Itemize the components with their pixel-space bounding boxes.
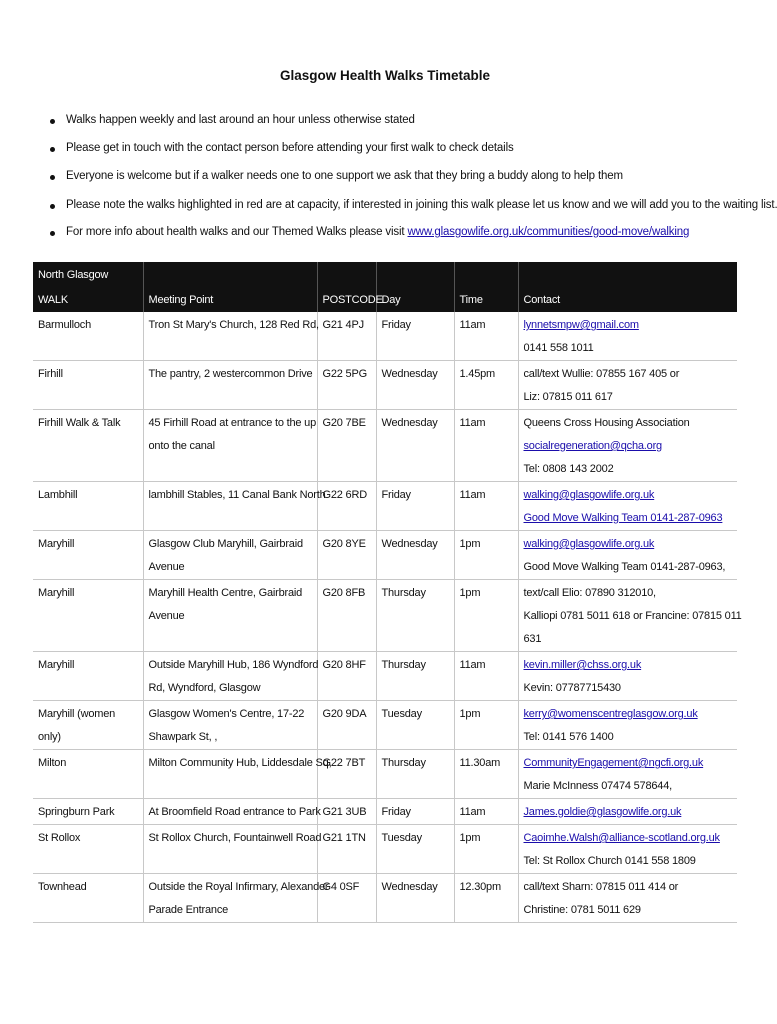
walk-name-cell: Firhill Walk & Talk [33, 410, 143, 482]
meeting-point-cell [143, 482, 326, 531]
meeting-point-cell [143, 799, 321, 825]
walk-name-cell: Maryhill [33, 580, 143, 652]
meeting-point-line: Glasgow Club Maryhill, Gairbraid [148, 538, 303, 550]
table-row [33, 312, 737, 361]
time-cell: 1pm [454, 531, 518, 580]
day-cell: Wednesday [376, 410, 454, 482]
contact-link[interactable]: Good Move Walking Team 0141-287-0963 [523, 512, 723, 524]
info-bullet[interactable] [44, 226, 689, 238]
contact-text: Tel: 0141 576 1400 [523, 731, 614, 743]
day-cell: Wednesday [376, 874, 454, 923]
contact-text: call/text Wullie: 07855 167 405 or [523, 368, 680, 380]
info-bullet [44, 199, 777, 211]
day-cell: Tuesday [376, 825, 454, 874]
time-cell: 11am [454, 482, 518, 531]
meeting-point-line: Maryhill Health Centre, Gairbraid [148, 587, 303, 599]
day-cell: Wednesday [376, 361, 454, 410]
table-row [33, 825, 737, 874]
bullet-text: Walks happen weekly and last around an hour unless otherwise stated [66, 114, 415, 126]
contact-cell [518, 410, 737, 482]
meeting-point-cell [143, 410, 317, 482]
contact-link[interactable]: socialregeneration@qcha.org [523, 440, 662, 452]
walk-name-cell: Maryhill [33, 531, 143, 580]
contact-text: Tel: 0808 143 2002 [523, 463, 614, 475]
meeting-point-cell [143, 312, 317, 361]
meeting-point-line: lambhill Stables, 11 Canal Bank North [148, 489, 326, 501]
day-cell: Tuesday [376, 701, 454, 750]
day-cell: Wednesday [376, 531, 454, 580]
table-row [33, 652, 737, 701]
table-row [33, 750, 737, 799]
postcode-cell: G4 0SF [317, 874, 376, 923]
table-row [33, 531, 737, 580]
contact-text: Kalliopi 0781 5011 618 or Francine: 07815 011 [523, 610, 742, 622]
walk-name-cell: St Rollox [33, 825, 143, 874]
meeting-point-line: Milton Community Hub, Liddesdale Sq, [148, 757, 332, 769]
walk-name-cell: Maryhill [33, 652, 143, 701]
meeting-point-line: The pantry, 2 westercommon Drive [148, 368, 313, 380]
meeting-point-line: onto the canal [148, 440, 215, 452]
contact-text: Liz: 07815 011 617 [523, 391, 613, 403]
contact-text: 0141 558 1011 [523, 342, 594, 354]
contact-cell [518, 482, 737, 531]
meeting-point-cell [143, 531, 317, 580]
day-cell: Friday [376, 482, 454, 531]
region-label: North Glasgow [33, 262, 143, 287]
meeting-point-line: Glasgow Women's Centre, 17-22 [148, 708, 305, 720]
contact-cell [518, 701, 737, 750]
column-header-postcode: POSTCODE [317, 287, 376, 312]
region-header-row [33, 262, 737, 287]
column-header-time: Time [454, 287, 518, 312]
bullet-text: Please note the walks highlighted in red are at capacity, if interested in joining this walk please let us know and we will add you to the waiting list. [66, 199, 777, 211]
meeting-point-line: Avenue [148, 610, 185, 622]
time-cell: 11am [454, 410, 518, 482]
time-cell: 12.30pm [454, 874, 518, 923]
postcode-cell: G22 5PG [317, 361, 376, 410]
contact-cell [518, 825, 737, 874]
contact-cell [518, 531, 737, 580]
column-header-contact: Contact [518, 287, 737, 312]
column-header-walk: WALK [33, 287, 143, 312]
contact-link[interactable]: CommunityEngagement@ngcfi.org.uk [523, 757, 704, 769]
contact-text: call/text Sharn: 07815 011 414 or [523, 881, 679, 893]
postcode-cell: G20 9DA [317, 701, 376, 750]
day-cell: Thursday [376, 580, 454, 652]
bullet-dot-icon [50, 147, 55, 152]
table-row [33, 580, 737, 652]
walk-name-cell: Firhill [33, 361, 143, 410]
column-header-row [33, 287, 737, 312]
bullet-dot-icon [50, 204, 55, 209]
bullet-dot-icon [50, 175, 55, 180]
contact-cell [518, 874, 737, 923]
meeting-point-cell [143, 750, 332, 799]
postcode-cell: G20 8HF [317, 652, 376, 701]
bullet-dot-icon [50, 119, 55, 124]
contact-cell [518, 652, 737, 701]
meeting-point-cell [143, 580, 317, 652]
contact-link[interactable]: James.goldie@glasgowlife.org.uk [523, 806, 682, 818]
contact-text: Christine: 0781 5011 629 [523, 904, 641, 916]
postcode-cell: G20 8YE [317, 531, 376, 580]
postcode-cell: G22 7BT [317, 750, 376, 799]
time-cell: 11.30am [454, 750, 518, 799]
contact-text: 631 [523, 633, 542, 645]
bullet-text: Please get in touch with the contact person before attending your first walk to check details [66, 142, 514, 154]
walking-info-link[interactable]: www.glasgowlife.org.uk/communities/good-move/walking [407, 226, 690, 238]
postcode-cell: G22 6RD [317, 482, 376, 531]
postcode-cell: G21 3UB [317, 799, 376, 825]
postcode-cell: G20 7BE [317, 410, 376, 482]
contact-text: text/call Elio: 07890 312010, [523, 587, 656, 599]
table-row [33, 799, 737, 825]
day-cell: Friday [376, 799, 454, 825]
time-cell: 11am [454, 799, 518, 825]
meeting-point-line: At Broomfield Road entrance to Park [148, 806, 321, 818]
bullet-dot-icon [50, 231, 55, 236]
contact-text: Kevin: 07787715430 [523, 682, 621, 694]
contact-text: Tel: St Rollox Church 0141 558 1809 [523, 855, 696, 867]
contact-link[interactable]: kerry@womenscentreglasgow.org.uk [523, 708, 698, 720]
postcode-cell: G21 4PJ [317, 312, 376, 361]
contact-cell [518, 799, 737, 825]
table-row [33, 874, 737, 923]
table-row [33, 410, 737, 482]
meeting-point-cell [143, 652, 317, 701]
walk-name-cell: Milton [33, 750, 143, 799]
contact-link[interactable]: kevin.miller@chss.org.uk [523, 659, 642, 671]
meeting-point-cell [143, 825, 322, 874]
postcode-cell: G20 8FB [317, 580, 376, 652]
meeting-point-line: Avenue [148, 561, 185, 573]
time-cell: 11am [454, 312, 518, 361]
bullet-text: Everyone is welcome but if a walker needs one to one support we ask that they bring a buddy along to help them [66, 170, 623, 182]
contact-cell [518, 361, 737, 410]
table-row [33, 701, 737, 750]
contact-text: Queens Cross Housing Association [523, 417, 690, 429]
meeting-point-line: 45 Firhill Road at entrance to the up [148, 417, 316, 429]
meeting-point-cell [143, 361, 317, 410]
postcode-cell: G21 1TN [317, 825, 376, 874]
time-cell: 1pm [454, 825, 518, 874]
contact-text: Marie McInness 07474 578644, [523, 780, 672, 792]
info-bullet [44, 170, 623, 182]
walk-name-cell: Springburn Park [33, 799, 143, 825]
time-cell: 11am [454, 652, 518, 701]
contact-cell [518, 580, 742, 652]
walks-table [33, 262, 742, 923]
contact-link[interactable]: walking@glasgowlife.org.uk [523, 489, 655, 501]
table-row [33, 482, 737, 531]
day-cell: Thursday [376, 652, 454, 701]
page-title: Glasgow Health Walks Timetable [279, 68, 491, 83]
contact-cell [518, 750, 737, 799]
meeting-point-line: Parade Entrance [148, 904, 229, 916]
meeting-point-line: St Rollox Church, Fountainwell Road [148, 832, 322, 844]
time-cell: 1.45pm [454, 361, 518, 410]
day-cell: Thursday [376, 750, 454, 799]
column-header-day: Day [376, 287, 454, 312]
walk-name-cell: Townhead [33, 874, 143, 923]
contact-text: Good Move Walking Team 0141-287-0963, [523, 561, 726, 573]
bullet-text: For more info about health walks and our Themed Walks please visit [66, 226, 408, 238]
contact-link[interactable]: walking@glasgowlife.org.uk [523, 538, 655, 550]
contact-link[interactable]: Caoimhe.Walsh@alliance-scotland.org.uk [523, 832, 720, 844]
meeting-point-line: Outside the Royal Infirmary, Alexander [148, 881, 329, 893]
meeting-point-line: Tron St Mary's Church, 128 Red Rd, [148, 319, 319, 331]
walk-name-cell: Barmulloch [33, 312, 143, 361]
time-cell: 1pm [454, 701, 518, 750]
contact-cell [518, 312, 737, 361]
meeting-point-line: Rd, Wyndford, Glasgow [148, 682, 261, 694]
meeting-point-line: Outside Maryhill Hub, 186 Wyndford [148, 659, 319, 671]
meeting-point-cell [143, 874, 329, 923]
info-bullet [44, 114, 415, 126]
contact-link[interactable]: lynnetsmpw@gmail.com [523, 319, 639, 331]
time-cell: 1pm [454, 580, 518, 652]
walk-name-cell: Maryhill (women only) [33, 701, 143, 750]
meeting-point-cell [143, 701, 317, 750]
table-row [33, 361, 737, 410]
walk-name-cell: Lambhill [33, 482, 143, 531]
day-cell: Friday [376, 312, 454, 361]
column-header-meeting-point: Meeting Point [143, 287, 317, 312]
meeting-point-line: Shawpark St, , [148, 731, 218, 743]
info-bullet [44, 142, 514, 154]
